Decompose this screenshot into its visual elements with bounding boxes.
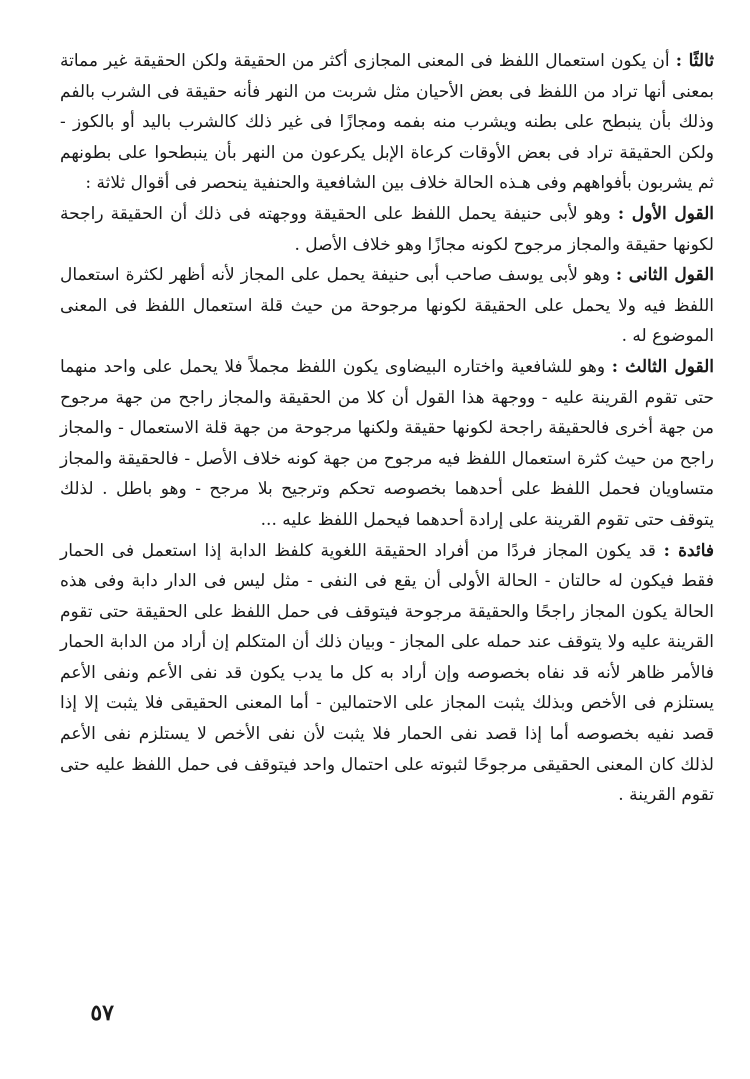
- paragraph-first-opinion: [60, 199, 714, 260]
- paragraph-heading: ثالثًا :: [675, 51, 714, 71]
- paragraph-second-opinion: [60, 260, 714, 352]
- page-body: [60, 46, 714, 811]
- paragraph-text: وهو لأبى يوسف صاحب أبى حنيفة يحمل على المجاز لأنه أظهر لكثرة استعمال اللفظ فيه ولا يحمل على الحقيقة لكونها مرجوحة من حيث قلة استعمال اللفظ فى المعنى الموضوع له .: [60, 265, 714, 347]
- paragraph-heading: القول الأول :: [617, 203, 714, 224]
- paragraph-third-opinion: [60, 352, 714, 536]
- paragraph-text: قد يكون المجاز فردًا من أفراد الحقيقة اللغوية كلفظ الدابة إذا استعمل فى الحمار فقط فيكون له حالتان - الحالة الأولى أن يقع فى النفى - مثل ليس فى الدار دابة وفى هذه الحالة يكون المجاز راجحًا والحقيقة مرجوحة فيتوقف فى حمل اللفظ على الحقيقة حتى تقوم القرينة عليه ولا يتوقف عند حمله على المجاز - وبيان ذلك أن المتكلم إن أراد من الدابة الحمار فالأمر ظاهر لأنه قد نفاه بخصوصه وإن أراد به كل ما يدب يكون قد نفى الأعم ونفى الأعم يستلزم فى الأخص وبذلك يثبت المجاز على الاحتمالين - أما المعنى الحقيقى فلا يثبت إلا إذا قصد نفيه بخصوصه أما إذا قصد نفى الحمار فلا يثبت لأن نفى الأخص لا يستلزم نفى الأعم لذلك كان المعنى الحقيقى مرجوحًا لثبوته على احتمال واحد فيتوقف فى حمل اللفظ عليه حتى تقوم القرينة .: [60, 540, 714, 806]
- paragraph-thirdly: [60, 46, 714, 199]
- page-number: ٥٧: [90, 1000, 114, 1026]
- paragraph-text: وهو للشافعية واختاره البيضاوى يكون اللفظ مجملاً فلا يحمل على واحد منهما حتى تقوم القرينة عليه - ووجهة هذا القول أن كلا من الحقيقة والمجاز راجح من جهة مرجوح من جهة أخرى فالحقيقة راجحة لكونها حقيقة ولكنها مرجوحة من جهة قلة الاستعمال - والمجاز راجح من حيث كثرة استعمال اللفظ فيه مرجوح من جهة كونه خلاف الأصل - فالحقيقة والمجاز متساويان فحمل اللفظ على أحدهما بخصوصه تحكم وترجيح بلا مرجح - وهو باطل . لذلك يتوقف حتى تقوم القرينة على إرادة أحدهما فيحمل اللفظ عليه ...: [60, 356, 714, 530]
- paragraph-heading: فائدة :: [663, 540, 714, 561]
- paragraph-text: وهو لأبى حنيفة يحمل اللفظ على الحقيقة ووجهته فى ذلك أن الحقيقة راجحة لكونها حقيقة والمجاز مرجوح لكونه مجازًا وهو خلاف الأصل .: [60, 203, 714, 255]
- paragraph-benefit: [60, 536, 714, 811]
- paragraph-heading: القول الثالث :: [611, 356, 715, 377]
- paragraph-heading: القول الثانى :: [615, 265, 714, 286]
- paragraph-text: أن يكون استعمال اللفظ فى المعنى المجازى أكثر من الحقيقة ولكن الحقيقة غير مماتة بمعنى أنها تراد من اللفظ فى بعض الأحيان مثل شربت من النهر فأنه حقيقة فى الشرب بالفم وذلك بأن ينبطح على بطنه ويشرب منه بفمه ومجازًا فى غير ذلك كالشرب باليد أو بالكوز - ولكن الحقيقة تراد فى بعض الأوقات كرعاة الإبل يكرعون من النهر بأن ينبطحوا على بطونهم ثم يشربون بأفواههم وفى هـذه الحالة خلاف بين الشافعية والحنفية ينحصر فى أقوال ثلاثة :: [60, 51, 714, 194]
